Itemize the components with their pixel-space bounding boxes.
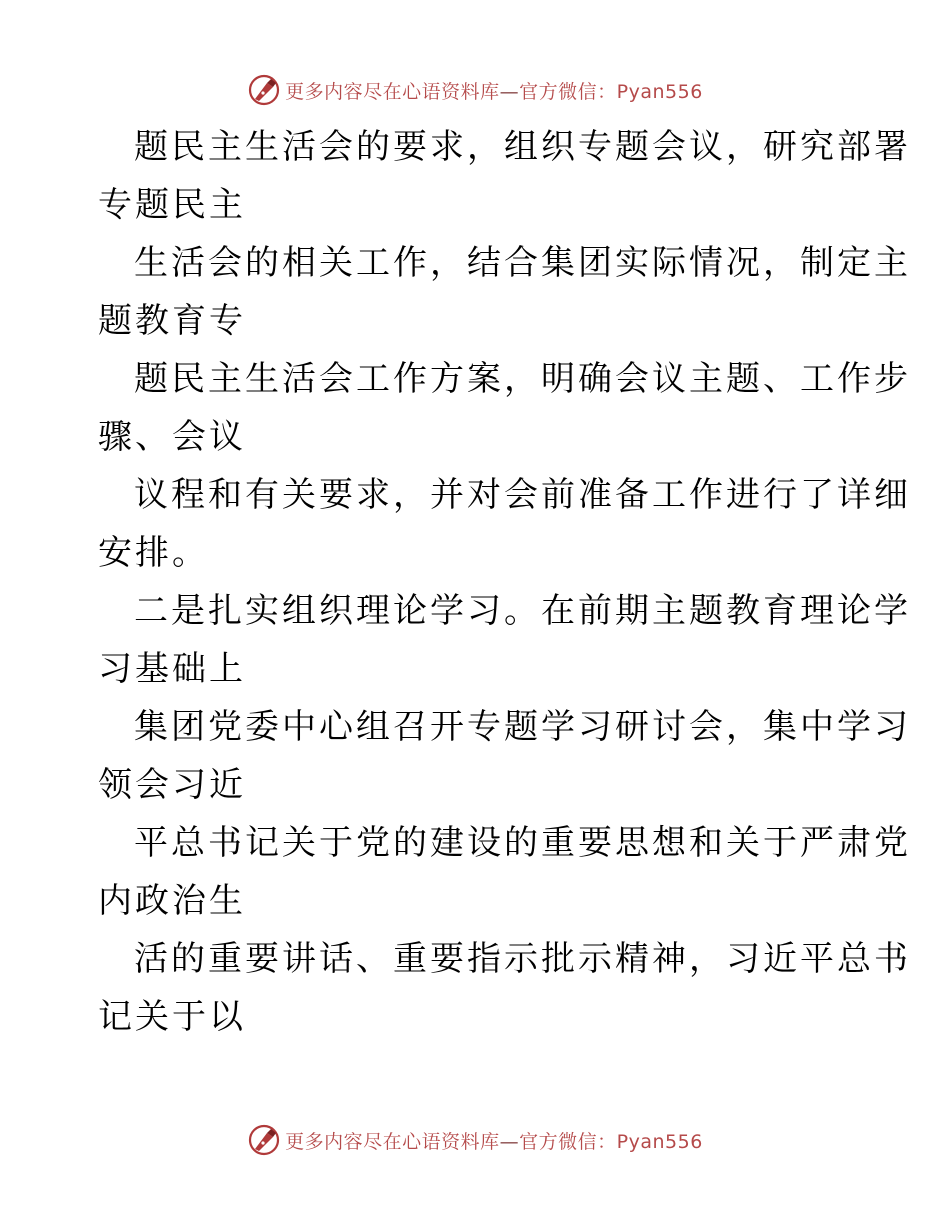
footer-banner (0, 1120, 950, 1160)
paragraph-8 (98, 930, 911, 1046)
paragraph-first-line: 题民主生活会的要求，组织专题会议，研究部署 (134, 127, 911, 167)
paragraph-first-line: 平总书记关于党的建设的重要思想和关于严肃党 (134, 823, 911, 863)
paragraph-first-line: 题民主生活会工作方案，明确会议主题、工作步 (134, 359, 911, 399)
paragraph-continuation: 习基础上 (98, 649, 246, 689)
paragraph-first-line: 活的重要讲话、重要指示批示精神，习近平总书 (134, 939, 911, 979)
paragraph-1 (98, 118, 911, 234)
paragraph-continuation: 记关于以 (98, 997, 246, 1037)
paragraph-continuation: 骤、会议 (98, 417, 246, 457)
paragraph-continuation: 内政治生 (98, 881, 246, 921)
paragraph-5 (98, 582, 911, 698)
header-banner (0, 70, 950, 110)
banner-site-text: 更多内容尽在心语资料库 (285, 1130, 500, 1153)
pen-nib-logo-icon (247, 1123, 281, 1157)
paragraph-6 (98, 698, 911, 814)
banner-contact-text: 官方微信：Pyan556 (519, 80, 703, 103)
pen-nib-logo-icon (247, 73, 281, 107)
banner-site-text: 更多内容尽在心语资料库 (285, 80, 500, 103)
paragraph-3 (98, 350, 911, 466)
paragraph-continuation: 题教育专 (98, 301, 246, 341)
paragraph-first-line: 议程和有关要求，并对会前准备工作进行了详细 (134, 475, 911, 515)
banner-separator: — (499, 1130, 520, 1153)
paragraph-continuation: 领会习近 (98, 765, 246, 805)
paragraph-continuation: 专题民主 (98, 185, 246, 225)
paragraph-7 (98, 814, 911, 930)
banner-contact-text: 官方微信：Pyan556 (519, 1130, 703, 1153)
banner-separator: — (499, 80, 520, 103)
paragraph-2 (98, 234, 911, 350)
paragraph-first-line: 集团党委中心组召开专题学习研讨会，集中学习 (134, 707, 911, 747)
document-body (98, 118, 911, 1046)
paragraph-continuation: 安排。 (98, 533, 209, 573)
paragraph-4 (98, 466, 911, 582)
paragraph-first-line: 二是扎实组织理论学习。在前期主题教育理论学 (134, 591, 911, 631)
paragraph-first-line: 生活会的相关工作，结合集团实际情况，制定主 (134, 243, 911, 283)
